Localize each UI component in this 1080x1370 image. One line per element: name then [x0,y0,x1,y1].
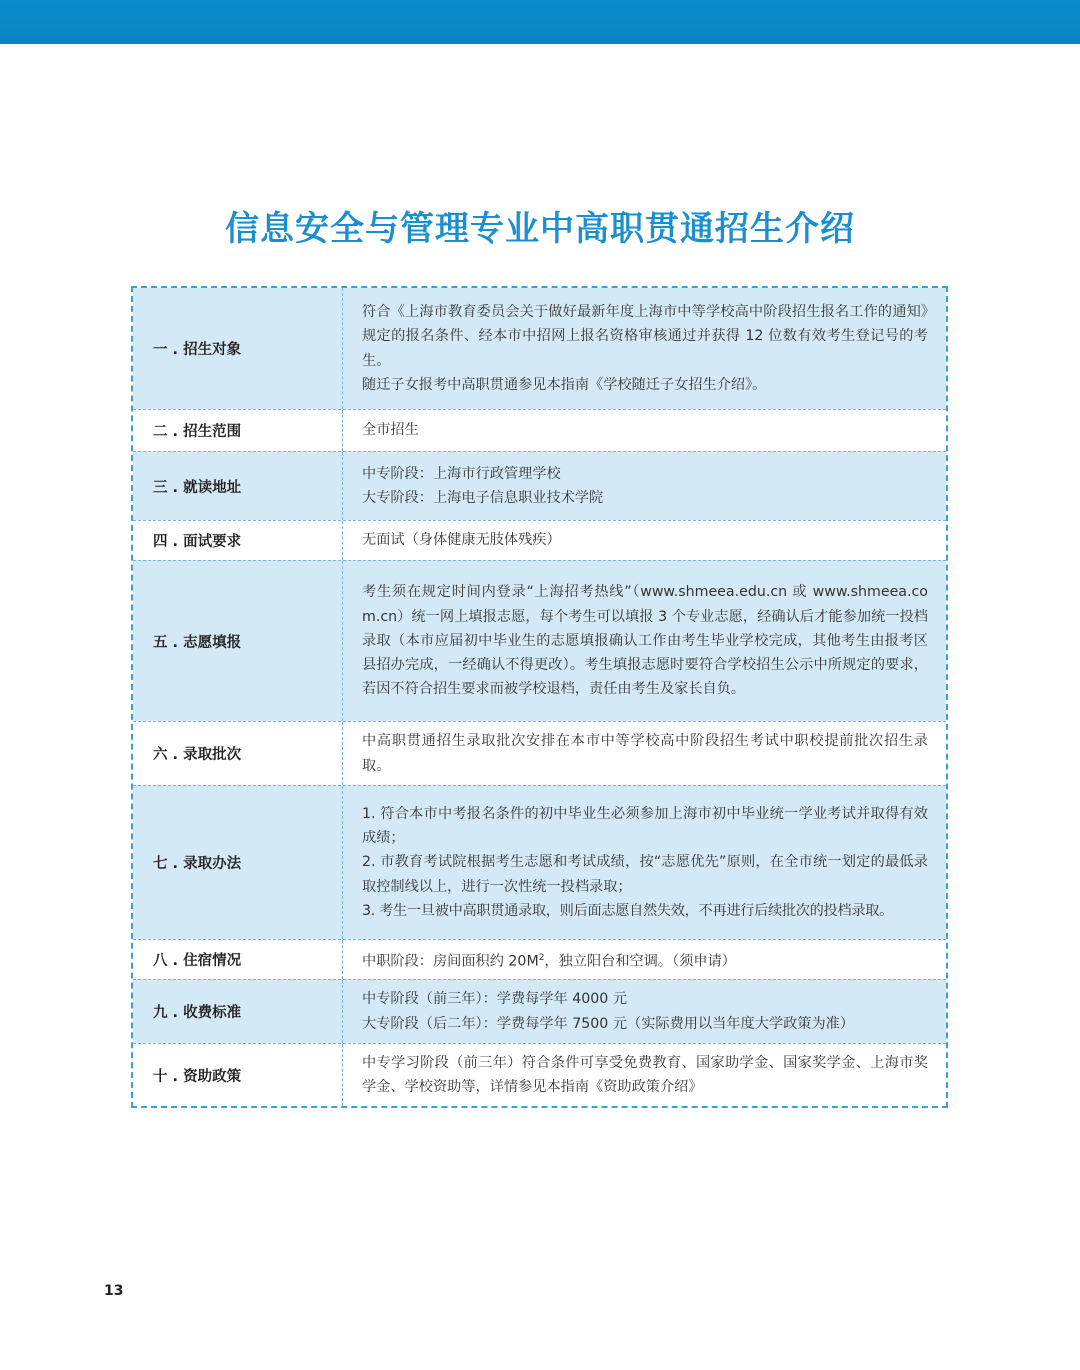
row-content [343,410,946,451]
content-line: 中专阶段（前三年）：学费每学年 4000 元 [362,991,628,1008]
page-number: 13 [104,1283,124,1299]
row-label: 七 . 录取办法 [133,786,343,939]
row-label: 一 . 招生对象 [133,288,343,409]
content-line: 无面试（身体健康无肢体残疾） [362,532,561,549]
content-line: 3. 考生一旦被中高职贯通录取，则后面志愿自然失效，不再进行后续批次的投档录取。 [362,902,893,919]
row-content [343,980,946,1043]
table-row-admission-batch [133,721,946,785]
content-line [362,946,928,974]
row-label: 十 . 资助政策 [133,1044,343,1106]
content-line: 随迁子女报考中高职贯通参见本指南《学校随迁子女招生介绍》。 [362,376,767,393]
content-line: 2. 市教育考试院根据考生志愿和考试成绩，按“志愿优先”原则，在全市统一划定的最低录取控制线以上，进行一次性统一投档录取； [362,854,928,895]
table-row-interview [133,520,946,560]
page-title: 信息安全与管理专业中高职贯通招生介绍 [225,209,855,249]
content-line: 中专阶段：上海市行政管理学校 [362,465,561,482]
row-label: 八 . 住宿情况 [133,940,343,979]
content-line: 中高职贯通招生录取批次安排在本市中等学校高中阶段招生考试中职校提前批次招生录取。 [362,733,928,774]
table-row-accommodation [133,939,946,979]
content-line: 大专阶段（后二年）：学费每学年 7500 元（实际费用以当年度大学政策为准） [362,1015,855,1032]
content-line: 中专学习阶段（前三年）符合条件可享受免费教育、国家助学金、国家奖学金、上海市奖学金、学校资助等，详情参见本指南《资助政策介绍》 [362,1054,928,1095]
row-content [343,722,946,785]
row-label: 二 . 招生范围 [133,410,343,451]
row-content [343,561,946,721]
table-row-recruit-scope [133,409,946,451]
row-label: 三 . 就读地址 [133,452,343,520]
row-content [343,940,946,979]
area-superscript: 2 [538,952,545,963]
row-label: 五 . 志愿填报 [133,561,343,721]
content-line: 大专阶段：上海电子信息职业技术学院 [362,490,604,506]
accommodation-text: 中职阶段：房间面积约 20M [362,953,539,970]
row-content [343,452,946,520]
content-line: 符合《上海市教育委员会关于做好最新年度上海市中等学校高中阶段招生报名工作的通知》规定的报名条件、经本市中招网上报名资格审核通过并获得 12 位数有效考生登记号的考生。 [362,304,928,369]
row-label: 六 . 录取批次 [133,722,343,785]
header-band [0,0,1080,44]
row-content [343,521,946,560]
table-row-application [133,560,946,721]
row-content [343,288,946,409]
table-row-fees [133,979,946,1043]
content-line: 全市招生 [362,422,419,439]
content-line: 考生须在规定时间内登录“上海招考热线”（www.shmeea.edu.cn 或 www.shmeea.com.cn）统一网上填报志愿，每个考生可以填报 3 个专业志愿，经确认后才能参加统一投档录取（本市应届初中毕业生的志愿填报确认工作由考生毕业学校完成，其他考生由报考区县招办完成，一经确认不得更改）。考生填报志愿时要符合学校招生公示中所规定的要求，若因不符合招生要求而被学校退档，责任由考生及家长自负。 [362,584,928,698]
table-row-study-address [133,451,946,520]
content-line: 1. 符合本市中考报名条件的初中毕业生必须参加上海市初中毕业统一学业考试并取得有效成绩； [362,805,928,847]
row-label: 九 . 收费标准 [133,980,343,1043]
table-row-admission-method [133,785,946,939]
table-row-financial-aid [133,1043,946,1106]
row-label: 四 . 面试要求 [133,521,343,560]
row-content [343,1044,946,1106]
accommodation-text-end: ，独立阳台和空调。（须申请） [544,953,736,970]
row-content [343,786,946,939]
table-row-target-students [133,288,946,409]
admission-info-table [131,286,948,1108]
